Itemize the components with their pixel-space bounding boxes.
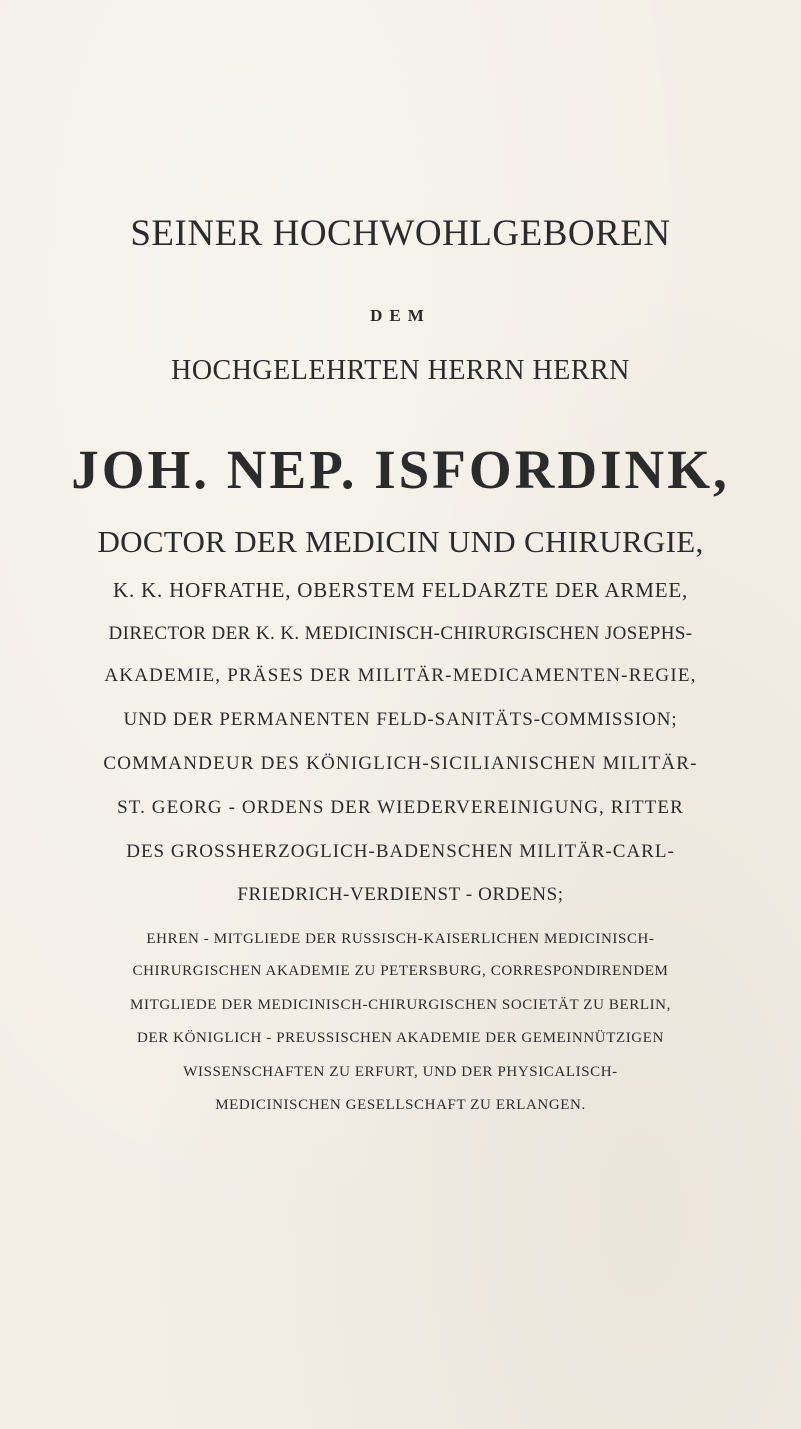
office-line: UND DER PERMANENTEN FELD-SANITÄTS-COMMISSION; [123,709,678,730]
honorific-line: HOCHGELEHRTEN HERRN HERRN [171,355,630,386]
membership-line: WISSENSCHAFTEN ZU ERFURT, UND DER PHYSICALISCH- [183,1064,618,1080]
office-line: DIRECTOR DER K. K. MEDICINISCH-CHIRURGISCHEN JOSEPHS- [108,623,693,644]
membership-line: DER KÖNIGLICH - PREUSSISCHEN AKADEMIE DER GEMEINNÜTZIGEN [137,1030,664,1046]
office-line: AKADEMIE, PRÄSES DER MILITÄR-MEDICAMENTEN-REGIE, [104,665,697,686]
academic-title: DOCTOR DER MEDICIN UND CHIRURGIE, [97,524,704,559]
membership-line: MEDICINISCHEN GESELLSCHAFT ZU ERLANGEN. [215,1097,586,1113]
salutation-line: SEINER HOCHWOHLGEBOREN [130,213,671,254]
membership-line: CHIRURGISCHEN AKADEMIE ZU PETERSBURG, CORRESPONDIRENDEM [132,963,669,979]
office-line: FRIEDRICH-VERDIENST - ORDENS; [237,884,564,905]
office-line: COMMANDEUR DES KÖNIGLICH-SICILIANISCHEN MILITÄR- [103,753,698,774]
office-line: ST. GEORG - ORDENS DER WIEDERVEREINIGUNG, RITTER [117,797,684,818]
official-rank: K. K. HOFRATHE, OBERSTEM FELDARZTE DER ARMEE, [112,578,689,602]
office-line: DES GROSSHERZOGLICH-BADENSCHEN MILITÄR-CARL- [126,841,675,862]
membership-line: EHREN - MITGLIEDE DER RUSSISCH-KAISERLICHEN MEDICINISCH- [146,931,655,947]
dedicatee-name: JOH. NEP. ISFORDINK, [71,439,730,500]
article-line: DEM [370,306,431,325]
membership-line: MITGLIEDE DER MEDICINISCH-CHIRURGISCHEN SOCIETÄT ZU BERLIN, [130,997,671,1013]
